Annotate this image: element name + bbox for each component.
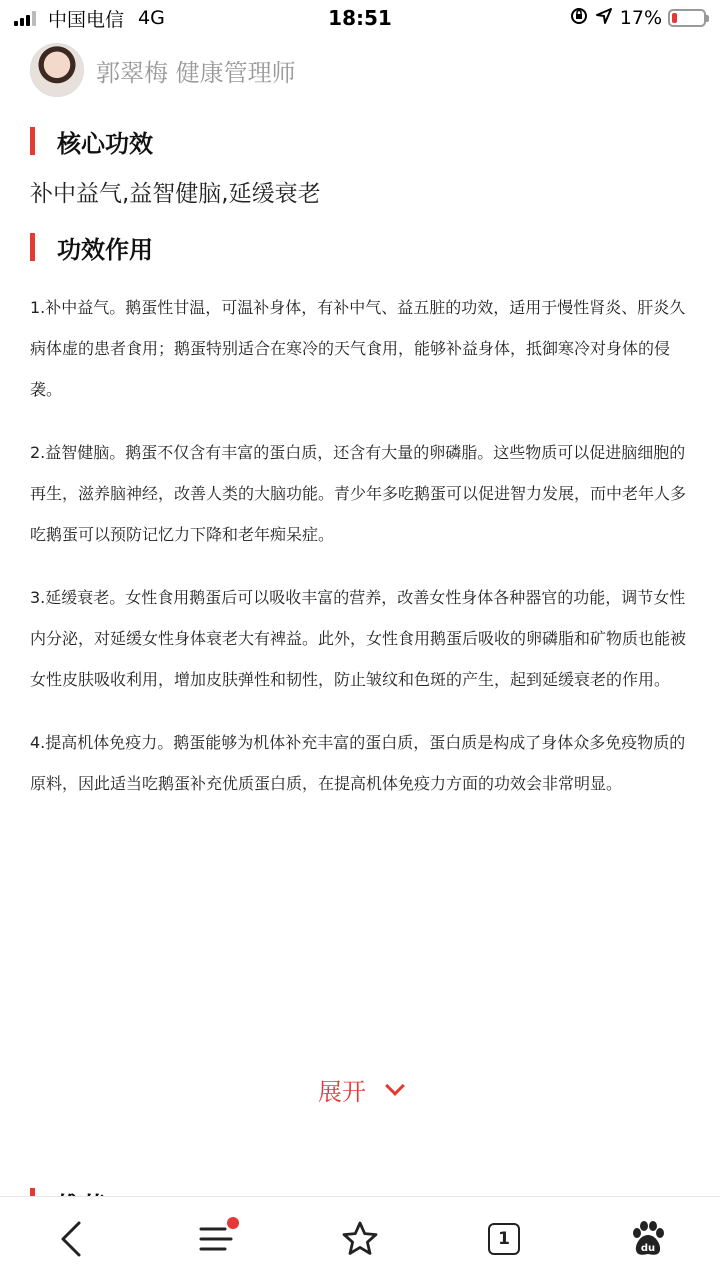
effect-paragraph: 1.补中益气。鹅蛋性甘温，可温补身体，有补中气、益五脏的功效，适用于慢性肾炎、肝炎久病体虚的患者食用；鹅蛋特别适合在寒冷的天气食用，能够补益身体，抵御寒冷对身体的侵袭。	[30, 298, 686, 399]
status-bar	[0, 0, 720, 36]
tabs-button[interactable]	[469, 1204, 539, 1274]
favorite-button[interactable]	[325, 1204, 395, 1274]
network-label: 4G	[138, 7, 165, 29]
chevron-left-icon[interactable]	[57, 1219, 87, 1259]
baidu-paw-icon[interactable]	[628, 1219, 668, 1259]
expand-label[interactable]: 展开	[318, 1078, 366, 1106]
section-marker	[30, 127, 35, 155]
battery-percent: 17%	[619, 7, 662, 29]
baidu-home-button[interactable]	[613, 1204, 683, 1274]
effect-paragraph: 2.益智健脑。鹅蛋不仅含有丰富的蛋白质，还含有大量的卵磷脂。这些物质可以促进脑细胞的再生，滋养脑神经，改善人类的大脑功能。青少年多吃鹅蛋可以促进智力发展，而中老年人多吃鹅蛋可以预防记忆力下降和老年痴呆症。	[30, 443, 687, 544]
section-core-header	[30, 124, 153, 158]
menu-button[interactable]	[181, 1204, 251, 1274]
effect-paragraph: 3.延缓衰老。女性食用鹅蛋后可以吸收丰富的营养，改善女性身体各种器官的功能，调节女性内分泌，对延缓女性身体衰老大有裨益。此外，女性食用鹅蛋后吸收的卵磷脂和矿物质也能被女性皮肤吸收利用，增加皮肤弹性和韧性，防止皱纹和色斑的产生，起到延缓衰老的作用。	[30, 588, 687, 689]
star-icon[interactable]	[340, 1219, 380, 1259]
core-effects-text: 补中益气,益智健脑,延缓衰老	[30, 181, 321, 207]
content-fade	[0, 1020, 720, 1066]
clock: 18:51	[328, 6, 392, 30]
battery-icon	[668, 9, 706, 27]
tab-count[interactable]: 1	[488, 1223, 520, 1255]
avatar[interactable]	[30, 43, 84, 97]
effect-paragraph: 4.提高机体免疫力。鹅蛋能够为机体补充丰富的蛋白质，蛋白质是构成了身体众多免疫物质的原料，因此适当吃鹅蛋补充优质蛋白质，在提高机体免疫力方面的功效会非常明显。	[30, 733, 686, 793]
author-header[interactable]	[30, 42, 296, 98]
carrier-label: 中国电信	[48, 8, 125, 31]
section-effects-header	[30, 230, 153, 264]
notification-dot	[227, 1217, 239, 1229]
section-title: 核心功效	[57, 129, 153, 158]
section-title: 功效作用	[57, 235, 153, 264]
section-marker	[30, 233, 35, 261]
expand-button[interactable]	[0, 1072, 720, 1107]
chevron-down-icon[interactable]	[385, 1076, 405, 1096]
location-icon	[596, 8, 612, 29]
svg-text:du: du	[640, 1242, 656, 1254]
rotation-lock-icon	[570, 7, 588, 30]
bottom-toolbar	[0, 1196, 720, 1280]
author-name[interactable]: 郭翠梅 健康管理师	[96, 58, 296, 87]
back-button[interactable]	[37, 1204, 107, 1274]
effects-content	[30, 287, 690, 1062]
